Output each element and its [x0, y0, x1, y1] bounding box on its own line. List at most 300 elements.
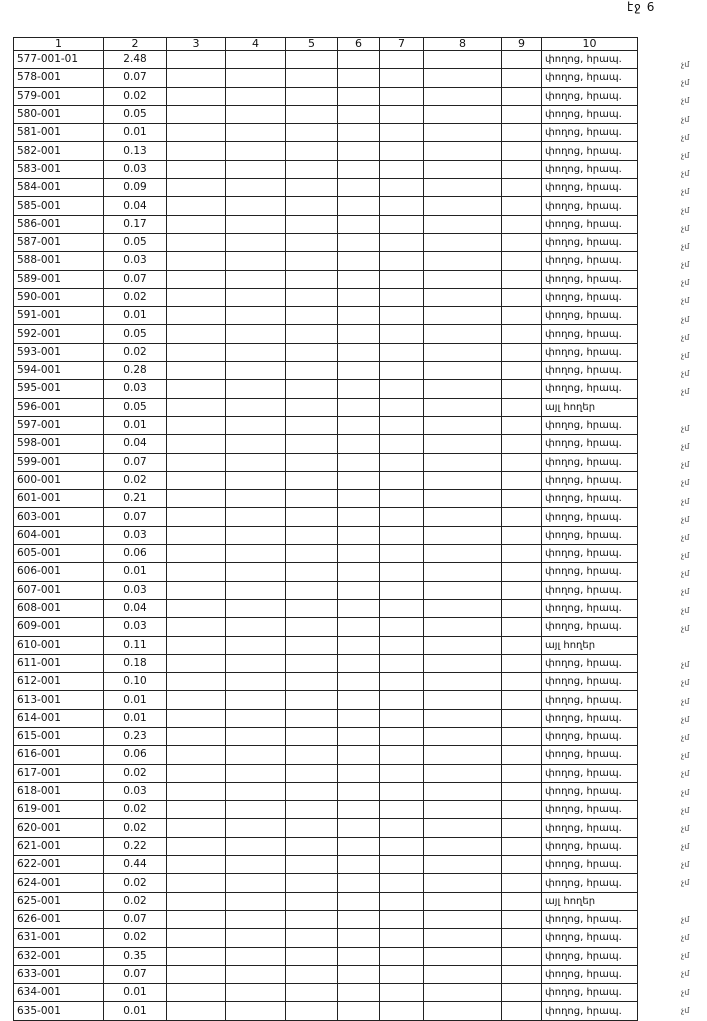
table-row: [14, 746, 638, 764]
empty-cell: [380, 105, 424, 123]
margin-mark: չմ: [681, 805, 690, 815]
empty-cell: [167, 197, 226, 215]
empty-cell: [502, 179, 542, 197]
empty-cell: [424, 471, 502, 489]
empty-cell: [286, 471, 338, 489]
land-type-cell: փողոց, հրապ.: [542, 197, 638, 215]
area-value-cell: 0.02: [104, 87, 167, 105]
empty-cell: [338, 215, 380, 233]
parcel-id-cell: 605-001: [14, 545, 104, 563]
empty-cell: [424, 416, 502, 434]
empty-cell: [226, 416, 286, 434]
empty-cell: [226, 51, 286, 69]
empty-cell: [338, 929, 380, 947]
margin-mark: չմ: [681, 60, 690, 69]
margin-mark: չմ: [681, 987, 690, 997]
empty-cell: [424, 673, 502, 691]
empty-cell: [338, 87, 380, 105]
empty-cell: [424, 197, 502, 215]
empty-cell: [424, 288, 502, 306]
empty-cell: [502, 215, 542, 233]
margin-marks: [681, 56, 703, 1020]
margin-mark: չմ: [681, 514, 690, 524]
land-type-cell: փողոց, հրապ.: [542, 545, 638, 563]
empty-cell: [502, 362, 542, 380]
column-header: 2: [104, 38, 167, 51]
empty-cell: [424, 179, 502, 197]
empty-cell: [424, 124, 502, 142]
empty-cell: [502, 270, 542, 288]
empty-cell: [167, 270, 226, 288]
table-row: [14, 801, 638, 819]
land-type-cell: փողոց, հրապ.: [542, 727, 638, 745]
area-value-cell: 0.06: [104, 545, 167, 563]
empty-cell: [380, 965, 424, 983]
table-row: [14, 691, 638, 709]
empty-cell: [226, 801, 286, 819]
area-value-cell: 0.05: [104, 325, 167, 343]
empty-cell: [286, 782, 338, 800]
land-type-cell: փողոց, հրապ.: [542, 252, 638, 270]
parcel-id-cell: 589-001: [14, 270, 104, 288]
parcel-id-cell: 580-001: [14, 105, 104, 123]
empty-cell: [167, 288, 226, 306]
empty-cell: [226, 636, 286, 654]
area-value-cell: 0.02: [104, 929, 167, 947]
empty-cell: [226, 87, 286, 105]
margin-mark: չմ: [681, 933, 690, 942]
empty-cell: [226, 307, 286, 325]
margin-mark: չմ: [681, 478, 690, 488]
empty-cell: [502, 837, 542, 855]
empty-cell: [424, 819, 502, 837]
table-row: [14, 892, 638, 910]
empty-cell: [338, 252, 380, 270]
table-row: [14, 252, 638, 270]
empty-cell: [286, 746, 338, 764]
parcel-id-cell: 612-001: [14, 673, 104, 691]
empty-cell: [338, 526, 380, 544]
empty-cell: [424, 965, 502, 983]
empty-cell: [380, 416, 424, 434]
empty-cell: [226, 526, 286, 544]
margin-mark: չմ: [681, 878, 690, 888]
empty-cell: [286, 380, 338, 398]
empty-cell: [167, 819, 226, 837]
margin-mark: չմ: [681, 351, 690, 360]
parcel-id-cell: 591-001: [14, 307, 104, 325]
parcel-id-cell: 598-001: [14, 435, 104, 453]
empty-cell: [286, 984, 338, 1002]
empty-cell: [167, 727, 226, 745]
empty-cell: [338, 362, 380, 380]
empty-cell: [502, 746, 542, 764]
empty-cell: [338, 910, 380, 928]
empty-cell: [167, 87, 226, 105]
empty-cell: [338, 654, 380, 672]
empty-cell: [424, 618, 502, 636]
table-row: [14, 87, 638, 105]
empty-cell: [380, 270, 424, 288]
empty-cell: [380, 490, 424, 508]
parcel-id-cell: 585-001: [14, 197, 104, 215]
parcel-id-cell: 634-001: [14, 984, 104, 1002]
table-row: [14, 654, 638, 672]
empty-cell: [502, 105, 542, 123]
margin-mark: չմ: [681, 969, 690, 979]
parcel-id-cell: 615-001: [14, 727, 104, 745]
empty-cell: [226, 654, 286, 672]
empty-cell: [502, 764, 542, 782]
empty-cell: [502, 892, 542, 910]
table-row: [14, 984, 638, 1002]
empty-cell: [167, 636, 226, 654]
land-type-cell: փողոց, հրապ.: [542, 581, 638, 599]
area-value-cell: 0.44: [104, 856, 167, 874]
empty-cell: [286, 1002, 338, 1020]
land-type-cell: փողոց, հրապ.: [542, 453, 638, 471]
table-row: [14, 837, 638, 855]
empty-cell: [502, 325, 542, 343]
empty-cell: [338, 581, 380, 599]
empty-cell: [226, 819, 286, 837]
empty-cell: [502, 307, 542, 325]
empty-cell: [502, 197, 542, 215]
empty-cell: [424, 380, 502, 398]
area-value-cell: 0.03: [104, 526, 167, 544]
land-type-cell: փողոց, հրապ.: [542, 51, 638, 69]
empty-cell: [167, 965, 226, 983]
empty-cell: [502, 819, 542, 837]
empty-cell: [167, 307, 226, 325]
margin-mark: չմ: [681, 78, 690, 88]
land-type-cell: փողոց, հրապ.: [542, 160, 638, 178]
parcel-id-cell: 607-001: [14, 581, 104, 599]
empty-cell: [167, 453, 226, 471]
empty-cell: [338, 343, 380, 361]
land-type-cell: փողոց, հրապ.: [542, 856, 638, 874]
margin-mark: չմ: [681, 732, 690, 742]
empty-cell: [226, 197, 286, 215]
area-value-cell: 0.04: [104, 197, 167, 215]
empty-cell: [380, 727, 424, 745]
margin-mark: չմ: [681, 823, 690, 833]
empty-cell: [167, 490, 226, 508]
empty-cell: [424, 764, 502, 782]
margin-mark: չմ: [681, 205, 690, 215]
empty-cell: [338, 435, 380, 453]
empty-cell: [286, 252, 338, 270]
empty-cell: [286, 435, 338, 453]
empty-cell: [286, 563, 338, 581]
empty-cell: [338, 874, 380, 892]
table-row: [14, 124, 638, 142]
empty-cell: [502, 124, 542, 142]
empty-cell: [226, 124, 286, 142]
empty-cell: [380, 874, 424, 892]
table-row: [14, 215, 638, 233]
empty-cell: [286, 929, 338, 947]
empty-cell: [167, 746, 226, 764]
empty-cell: [424, 947, 502, 965]
land-type-cell: փողոց, հրապ.: [542, 270, 638, 288]
area-value-cell: 0.01: [104, 984, 167, 1002]
margin-mark: չմ: [681, 605, 690, 615]
empty-cell: [338, 801, 380, 819]
empty-cell: [502, 160, 542, 178]
margin-mark: չմ: [681, 296, 690, 306]
area-value-cell: 0.35: [104, 947, 167, 965]
margin-mark: չմ: [681, 332, 690, 342]
area-value-cell: 0.07: [104, 910, 167, 928]
column-header: 4: [226, 38, 286, 51]
empty-cell: [286, 599, 338, 617]
empty-cell: [167, 1002, 226, 1020]
area-value-cell: 0.04: [104, 435, 167, 453]
empty-cell: [338, 416, 380, 434]
empty-cell: [167, 105, 226, 123]
table-row: [14, 233, 638, 251]
area-value-cell: 0.01: [104, 709, 167, 727]
empty-cell: [424, 581, 502, 599]
parcel-id-cell: 600-001: [14, 471, 104, 489]
empty-cell: [502, 727, 542, 745]
area-value-cell: 0.03: [104, 160, 167, 178]
area-value-cell: 0.05: [104, 233, 167, 251]
area-value-cell: 0.07: [104, 270, 167, 288]
parcel-id-cell: 597-001: [14, 416, 104, 434]
parcel-id-cell: 625-001: [14, 892, 104, 910]
empty-cell: [502, 526, 542, 544]
empty-cell: [167, 599, 226, 617]
empty-cell: [226, 984, 286, 1002]
empty-cell: [286, 307, 338, 325]
margin-mark: [681, 893, 703, 911]
parcel-id-cell: 588-001: [14, 252, 104, 270]
parcel-id-cell: 620-001: [14, 819, 104, 837]
table-row: [14, 727, 638, 745]
empty-cell: [502, 599, 542, 617]
empty-cell: [226, 179, 286, 197]
margin-mark: չմ: [681, 314, 690, 324]
area-value-cell: 0.06: [104, 746, 167, 764]
parcel-id-cell: 621-001: [14, 837, 104, 855]
area-value-cell: 0.03: [104, 618, 167, 636]
table-row: [14, 197, 638, 215]
area-value-cell: 0.02: [104, 764, 167, 782]
table-row: [14, 105, 638, 123]
empty-cell: [286, 69, 338, 87]
table-row: [14, 618, 638, 636]
empty-cell: [380, 819, 424, 837]
empty-cell: [502, 380, 542, 398]
empty-cell: [424, 654, 502, 672]
empty-cell: [502, 910, 542, 928]
empty-cell: [167, 508, 226, 526]
empty-cell: [502, 581, 542, 599]
empty-cell: [338, 160, 380, 178]
empty-cell: [424, 69, 502, 87]
table-row: [14, 307, 638, 325]
column-header: 3: [167, 38, 226, 51]
empty-cell: [226, 252, 286, 270]
area-value-cell: 0.28: [104, 362, 167, 380]
parcel-id-cell: 611-001: [14, 654, 104, 672]
empty-cell: [502, 343, 542, 361]
margin-mark: [681, 638, 703, 656]
empty-cell: [286, 453, 338, 471]
empty-cell: [502, 453, 542, 471]
empty-cell: [226, 673, 286, 691]
empty-cell: [502, 416, 542, 434]
empty-cell: [502, 654, 542, 672]
land-type-cell: փողոց, հրապ.: [542, 673, 638, 691]
empty-cell: [424, 325, 502, 343]
empty-cell: [286, 874, 338, 892]
margin-mark: չմ: [681, 714, 690, 724]
empty-cell: [502, 435, 542, 453]
empty-cell: [380, 654, 424, 672]
empty-cell: [167, 215, 226, 233]
empty-cell: [167, 416, 226, 434]
land-type-cell: փողոց, հրապ.: [542, 380, 638, 398]
table-row: [14, 929, 638, 947]
column-header: 6: [338, 38, 380, 51]
area-value-cell: 0.02: [104, 801, 167, 819]
parcel-id-cell: 608-001: [14, 599, 104, 617]
empty-cell: [226, 563, 286, 581]
margin-mark: չմ: [681, 532, 690, 542]
empty-cell: [338, 325, 380, 343]
empty-cell: [226, 545, 286, 563]
empty-cell: [424, 362, 502, 380]
empty-cell: [226, 874, 286, 892]
empty-cell: [226, 709, 286, 727]
empty-cell: [380, 288, 424, 306]
land-type-cell: փողոց, հրապ.: [542, 362, 638, 380]
empty-cell: [424, 709, 502, 727]
empty-cell: [380, 179, 424, 197]
empty-cell: [380, 215, 424, 233]
margin-mark: չմ: [681, 96, 690, 106]
land-type-cell: փողոց, հրապ.: [542, 105, 638, 123]
empty-cell: [286, 727, 338, 745]
empty-cell: [167, 764, 226, 782]
empty-cell: [338, 563, 380, 581]
empty-cell: [226, 965, 286, 983]
land-type-cell: փողոց, հրապ.: [542, 764, 638, 782]
parcel-id-cell: 592-001: [14, 325, 104, 343]
empty-cell: [167, 233, 226, 251]
land-type-cell: փողոց, հրապ.: [542, 435, 638, 453]
empty-cell: [167, 691, 226, 709]
table-row: [14, 874, 638, 892]
empty-cell: [502, 965, 542, 983]
table-row: [14, 563, 638, 581]
column-header: 9: [502, 38, 542, 51]
empty-cell: [338, 545, 380, 563]
empty-cell: [502, 984, 542, 1002]
empty-cell: [380, 709, 424, 727]
area-value-cell: 0.17: [104, 215, 167, 233]
area-value-cell: 0.05: [104, 105, 167, 123]
parcel-id-cell: 583-001: [14, 160, 104, 178]
land-type-cell: փողոց, հրապ.: [542, 142, 638, 160]
empty-cell: [286, 270, 338, 288]
empty-cell: [167, 160, 226, 178]
empty-cell: [286, 179, 338, 197]
empty-cell: [502, 69, 542, 87]
empty-cell: [380, 984, 424, 1002]
empty-cell: [167, 471, 226, 489]
empty-cell: [226, 910, 286, 928]
land-type-cell: փողոց, հրապ.: [542, 343, 638, 361]
column-header: 7: [380, 38, 424, 51]
table-row: [14, 179, 638, 197]
land-type-cell: փողոց, հրապ.: [542, 563, 638, 581]
empty-cell: [338, 69, 380, 87]
empty-cell: [424, 526, 502, 544]
table-row: [14, 782, 638, 800]
land-type-cell: այլ հողեր: [542, 398, 638, 416]
empty-cell: [338, 197, 380, 215]
empty-cell: [424, 435, 502, 453]
table-row: [14, 471, 638, 489]
empty-cell: [226, 380, 286, 398]
area-value-cell: 0.02: [104, 288, 167, 306]
empty-cell: [167, 910, 226, 928]
empty-cell: [226, 398, 286, 416]
empty-cell: [380, 453, 424, 471]
area-value-cell: 0.02: [104, 892, 167, 910]
parcel-id-cell: 616-001: [14, 746, 104, 764]
margin-mark: չմ: [681, 1005, 690, 1015]
empty-cell: [167, 179, 226, 197]
table-row: [14, 526, 638, 544]
land-type-cell: փողոց, հրապ.: [542, 984, 638, 1002]
empty-cell: [338, 984, 380, 1002]
parcel-id-cell: 624-001: [14, 874, 104, 892]
table-row: [14, 545, 638, 563]
empty-cell: [380, 51, 424, 69]
empty-cell: [167, 856, 226, 874]
land-type-cell: փողոց, հրապ.: [542, 819, 638, 837]
land-type-cell: փողոց, հրապ.: [542, 526, 638, 544]
area-value-cell: 0.05: [104, 398, 167, 416]
empty-cell: [286, 892, 338, 910]
margin-mark: չմ: [681, 241, 690, 251]
empty-cell: [502, 233, 542, 251]
empty-cell: [424, 727, 502, 745]
empty-cell: [502, 691, 542, 709]
empty-cell: [380, 471, 424, 489]
parcel-id-cell: 631-001: [14, 929, 104, 947]
empty-cell: [167, 563, 226, 581]
empty-cell: [502, 874, 542, 892]
table-row: [14, 819, 638, 837]
area-value-cell: 0.07: [104, 69, 167, 87]
empty-cell: [167, 874, 226, 892]
empty-cell: [380, 233, 424, 251]
margin-mark: չմ: [681, 132, 690, 142]
table-row: [14, 965, 638, 983]
empty-cell: [502, 782, 542, 800]
table-row: [14, 435, 638, 453]
empty-cell: [167, 362, 226, 380]
empty-cell: [286, 636, 338, 654]
area-value-cell: 0.07: [104, 965, 167, 983]
margin-mark: չմ: [681, 860, 690, 870]
